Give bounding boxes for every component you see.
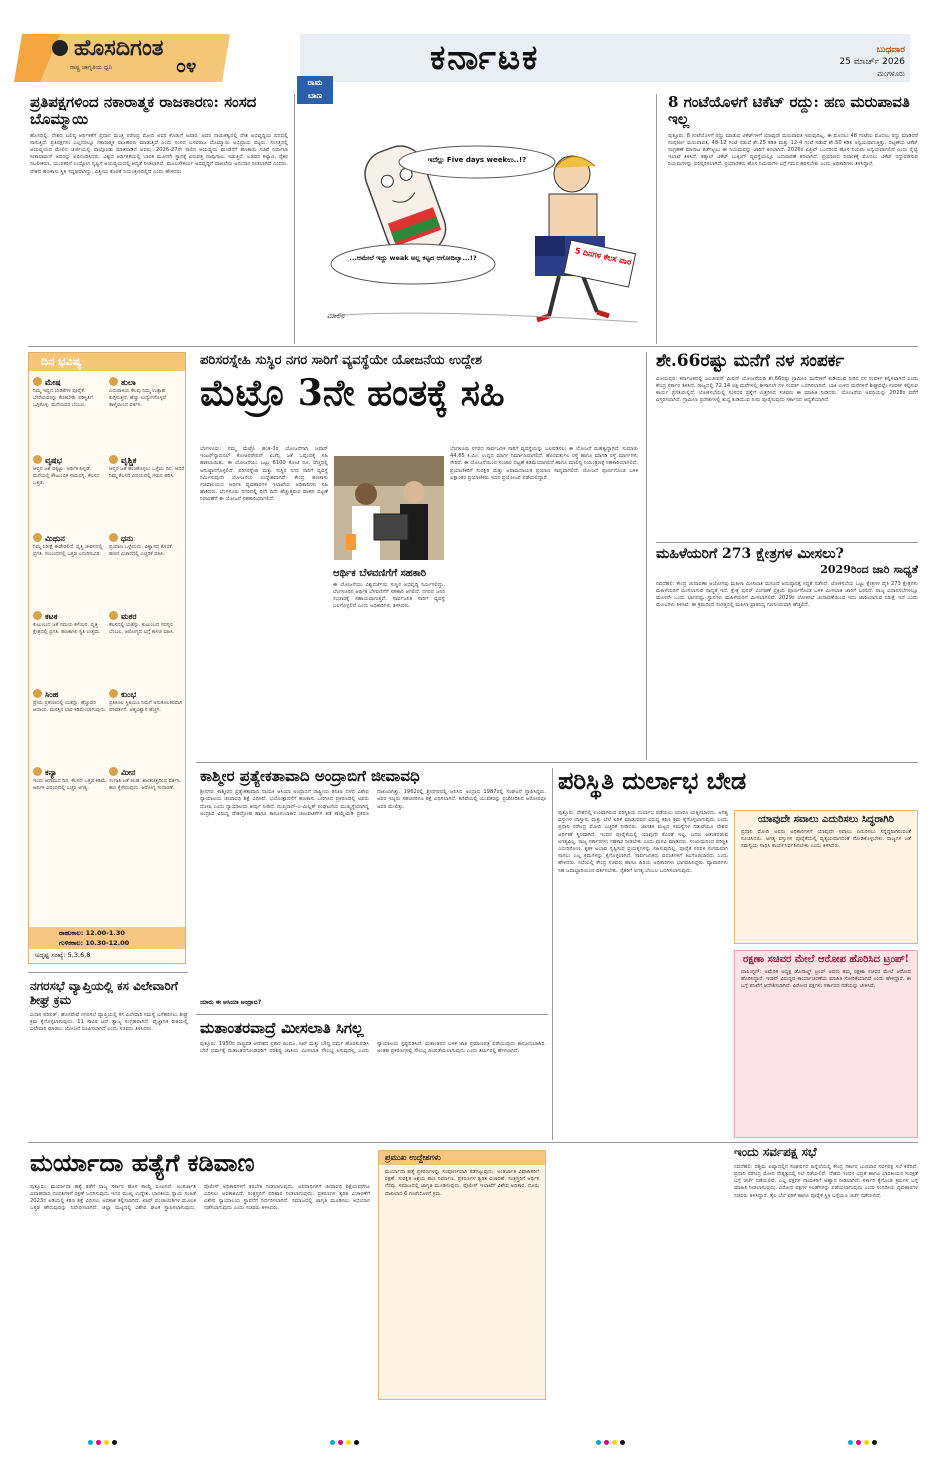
story-water	[656, 352, 918, 546]
magenta-dot	[856, 1440, 861, 1445]
story-bommai	[30, 94, 288, 339]
running-man-figure	[535, 156, 636, 320]
horoscope-sign	[109, 611, 185, 686]
metro-photo	[334, 456, 444, 560]
sagittarius-icon	[109, 533, 118, 542]
metro-caption-body: ಈ ಯೋಜನೆಯು ವಿಶ್ವದರ್ಜೆಯ ಸುಸ್ಥಿರ ಅಭಿವೃದ್ಧಿ ನಿರ್ಮಿಸಲಿದ್ದು, ಬೆಂಗಳೂರಿನ ಆರ್ಥಿಕ ಬೆಳವಣಿಗೆಗೆ ಸಹಕಾರಿ ಆಗಲಿದೆ. ನಗರದ ಜನರ ಸಂಚಾರಕ್ಕೆ ಸಹಾಯವಾಗುತ್ತದೆ. ಸಾರ್ವಜನಿಕ ಸಾರಿಗೆ ವ್ಯವಸ್ಥೆ ಬಲಗೊಳ್ಳಲಿದೆ ಎಂದು ಅಧಿಕಾರಿಗಳು ತಿಳಿಸಿದರು.	[333, 581, 445, 610]
sign-name: ಮಕರ	[121, 612, 137, 621]
story-honour-headline: ಮರ್ಯಾದಾ ಹತ್ಯೆಗೆ ಕಡಿವಾಣ	[30, 1149, 255, 1177]
newspaper-logo	[38, 34, 220, 84]
yellow-dot	[346, 1440, 351, 1445]
story-honour	[30, 1150, 370, 1434]
horoscope-sign	[33, 377, 109, 452]
logo-tagline: ರಾಷ್ಟ್ರ ಜಾಗೃತಿಯ ಧ್ವನಿ	[70, 64, 113, 71]
horoscope-sign	[109, 377, 185, 452]
editorial-cartoon	[297, 76, 650, 338]
story-ticket-headline: 8 ಗಂಟೆಯೊಳಗೆ ಟಿಕೆಟ್ ರದ್ದು: ಹಣ ಮರುಪಾವತಿ ಇಲ್ಲ	[668, 93, 910, 129]
story-kashmir-body: ಶ್ರೀನಗರ: ಕಾಶ್ಮೀರದ ಪ್ರತ್ಯೇಕತಾವಾದಿ ನಾಯಕಿ ಆಸಿಯಾ ಅಂದ್ರಾಬಿಗೆ ರಾಷ್ಟ್ರೀಯ ತನಿಖಾ ದಳದ ವಿಶೇಷ ನ್ಯಾಯಾಲಯ ಜೀವಾವಧಿ ಶಿಕ್ಷೆ ವಿಧಿಸಿದೆ. ಭಯೋತ್ಪಾದನೆಗೆ ಹಣಕಾಸು ಒದಗಿಸಿದ ಪ್ರಕರಣದಲ್ಲಿ ಅವರು ದೋಷಿ ಎಂದು ನ್ಯಾಯಾಲಯ ತೀರ್ಪು ನೀಡಿದೆ. ದುಖ್ತರಾನ್-ಎ-ಮಿಲ್ಲತ್ ಸಂಘಟನೆಯ ಮುಖ್ಯಸ್ಥೆಯಾಗಿದ್ದ ಅಂದ್ರಾಬಿ ವಿರುದ್ಧ ದೇಶದ್ರೋಹ ಹಾಗೂ ಕಾನೂನುಬಾಹಿರ ಚಟುವಟಿಕೆಗಳ ತಡೆ ಕಾಯ್ದೆಯಡಿ ಪ್ರಕರಣ ದಾಖಲಾಗಿತ್ತು. 1962ರಲ್ಲಿ ಶ್ರೀನಗರದಲ್ಲಿ ಜನಿಸಿದ ಅಂದ್ರಾಬಿ 1987ರಲ್ಲಿ ಸಂಘಟನೆ ಸ್ಥಾಪಿಸಿದ್ದರು. ಅವರ ಇಬ್ಬರು ಸಹಚರರಿಗೂ ಶಿಕ್ಷೆ ವಿಧಿಸಲಾಗಿದೆ. ಕಣಿವೆಯಲ್ಲಿ ಯುವಕರನ್ನು ಪ್ರಚೋದಿಸಿದ ಆರೋಪವೂ ಅವರ ಮೇಲಿತ್ತು.	[200, 789, 546, 817]
story-ticket	[668, 94, 918, 339]
metro-caption-title: ಆರ್ಥಿಕ ಬೆಳವಣಿಗೆಗೆ ಸಹಕಾರಿ	[333, 568, 427, 579]
box-trump	[734, 950, 918, 1138]
story-women	[656, 546, 918, 751]
virgo-icon	[33, 767, 42, 776]
box-trump-body: ವಾಷಿಂಗ್ಟನ್: ಅಮೆರಿಕ ಅಧ್ಯಕ್ಷ ಡೊನಾಲ್ಡ್ ಟ್ರಂಪ್ ಅವರು ತಮ್ಮ ರಕ್ಷಣಾ ಸಚಿವರ ಮೇಲೆ ಆರೋಪ ಹೊರಿಸಿದ್ದಾರೆ. ಇರಾನ್ ವಿರುದ್ಧದ ಕಾರ್ಯಾಚರಣೆಯ ಮಾಹಿತಿ ಸೋರಿಕೆಯಾಗಿದೆ ಎಂದು ಹೇಳಿದ್ದಾರೆ. ಈ ಬಗ್ಗೆ ತನಿಖೆಗೆ ಆದೇಶಿಸಲಾಗಿದೆ. ವಿರೋಧ ಪಕ್ಷಗಳು ಸರ್ಕಾರದ ನಡೆಯನ್ನು ಟೀಕಿಸಿವೆ.	[741, 968, 911, 989]
section-title: ಕರ್ನಾಟಕ	[430, 38, 540, 78]
story-reservation	[200, 1020, 546, 1137]
section-rule	[196, 1014, 548, 1015]
sun-icon	[52, 40, 68, 56]
sign-name: ತುಲಾ	[121, 378, 136, 387]
capricorn-icon	[109, 611, 118, 620]
logo-suffix: ೦೪	[176, 56, 197, 77]
horoscope-sign	[109, 767, 185, 842]
section-rule	[28, 346, 918, 347]
cartoon-tag-bottom: ಬಾಣ	[308, 91, 322, 100]
story-situation-body: ಪುತ್ತೂರು: ದೇಶದಲ್ಲಿ ಉಂಟಾಗಿರುವ ಪರಿಸ್ಥಿತಿಯ ದುರ್ಲಾಭ ಪಡೆಯಲು ಯಾರೂ ಯತ್ನಿಸಬಾರದು. ಅಗತ್ಯ ವಸ್ತುಗಳ ದಾಸ್ತಾನು ಮತ್ತು ಬೆಲೆ ಏರಿಕೆ ಮಾಡುವವರ ವಿರುದ್ಧ ಕಠಿಣ ಕ್ರಮ ಕೈಗೊಳ್ಳಲಾಗುವುದು ಎಂದು ಪ್ರಧಾನಿ ನರೇಂದ್ರ ಮೋದಿ ಎಚ್ಚರಿಕೆ ನೀಡಿದರು. ಜಾಗತಿಕ ಮಟ್ಟದ ಸಮಸ್ಯೆಗಳ ನಡುವೆಯೂ ದೇಶದ ಆರ್ಥಿಕತೆ ಸ್ಥಿರವಾಗಿದೆ. ಇಂಧನ ಪೂರೈಕೆಯಲ್ಲಿ ಯಾವುದೇ ಕೊರತೆ ಇಲ್ಲ. ಜನರು ಆತಂಕಪಡುವ ಅಗತ್ಯವಿಲ್ಲ. ರಾಜ್ಯ ಸರ್ಕಾರಗಳು ಸಹಕಾರ ನೀಡಬೇಕು ಎಂದು ಮನವಿ ಮಾಡಿದರು. ಸಂಯಮದಿಂದ ಪರಿಸ್ಥಿತಿ ಎದುರಿಸೋಣ. ಕೃತಕ ಅಭಾವ ಸೃಷ್ಟಿಸುವ ಪ್ರಯತ್ನಗಳನ್ನು ಸಹಿಸುವುದಿಲ್ಲ. ಪೂರೈಕೆ ಸರಪಳಿ ಸುಗಮವಾಗಿ ಸಾಗಲು ಎಲ್ಲ ಕ್ರಮಗಳನ್ನು ಕೈಗೊಳ್ಳಲಾಗಿದೆ. ಸಾರ್ವಜನಿಕರು ವದಂತಿಗಳಿಗೆ ಕಿವಿಗೊಡಬಾರದು ಎಂದು ಹೇಳಿದರು. ಸಭೆಯಲ್ಲಿ ಕೇಂದ್ರ ಸಚಿವರು ಹಾಗೂ ಹಿರಿಯ ಅಧಿಕಾರಿಗಳು ಭಾಗವಹಿಸಿದ್ದರು. ವ್ಯಾಪಾರಿಗಳು ಸಹ ಜವಾಬ್ದಾರಿಯಿಂದ ವರ್ತಿಸಬೇಕು. ರೈತರಿಗೆ ಅಗತ್ಯ ಬೆಂಬಲ ಒದಗಿಸಲಾಗುವುದು.	[558, 810, 728, 874]
story-metro-body-1: ಬೆಂಗಳೂರು: ನಮ್ಮ ಮೆಟ್ರೊ ಹಂತ-3ರ ಯೋಜನೆಗಾಗಿ ಜಪಾನ್ ಇಂಟರ್‌ನ್ಯಾಷನಲ್ ಕೋಆಪರೇಷನ್ ಏಜೆನ್ಸಿ ಜತೆ ಒಪ್ಪಂದಕ್ಕೆ ಸಹಿ ಹಾಕಲಾಯಿತು. ಈ ಯೋಜನೆಯು ಒಟ್ಟು 6100 ಕೋಟಿ ರೂ. ವೆಚ್ಚದಲ್ಲಿ ಅನುಷ್ಠಾನಗೊಳ್ಳಲಿದೆ. ಪರಿಸರಸ್ನೇಹಿ ಮತ್ತು ಸುಸ್ಥಿರ ನಗರ ಸಾರಿಗೆ ವ್ಯವಸ್ಥೆ ನಿರ್ಮಿಸುವುದೇ ಯೋಜನೆಯ ಉದ್ದೇಶವಾಗಿದೆ. ಕೇಂದ್ರ ಹಣಕಾಸು ಸಚಿವಾಲಯದ ಆರ್ಥಿಕ ವ್ಯವಹಾರಗಳ ಇಲಾಖೆಯ ಅಧಿಕಾರಿಗಳು ಸಹಿ ಹಾಕಿದರು. ಬೆಂಗಳೂರು ನಗರದಲ್ಲಿ ದಿನೇ ದಿನೇ ಹೆಚ್ಚುತ್ತಿರುವ ವಾಹನ ದಟ್ಟಣೆ ನಿವಾರಣೆಗೆ ಈ ಯೋಜನೆ ಸಹಕಾರಿಯಾಗಲಿದೆ.	[200, 446, 328, 503]
sign-text: ಇಂದು ಆರಾಮದ ದಿನ. ಕೆಲಸದ ಒತ್ತಡ ಕಡಿಮೆ. ಆರ್ಥಿಕ ವಿಷಯದಲ್ಲಿ ಎಚ್ಚರ ಅಗತ್ಯ.	[33, 778, 108, 791]
magenta-dot	[96, 1440, 101, 1445]
box-goals-title: ಪ್ರಮುಖ ಉದ್ದೇಶಗಳು	[379, 1151, 545, 1165]
sign-text: ಪ್ರತಿಕೂಲ ಸ್ಥಿತಿಯೂ ನಿಮಗೆ ಅನುಕೂಲಕರವಾಗಿ ಪರಿವರ್ತನೆ. ಆತ್ಮವಿಶ್ವಾಸ ಹೆಚ್ಚಳ.	[109, 700, 183, 713]
story-reservation-headline: ಮತಾಂತರವಾದ್ರೆ ಮೀಸಲಾತಿ ಸಿಗಲ್ಲ	[200, 1019, 364, 1037]
section-rule	[656, 542, 918, 543]
story-metro-headline: ಮೆಟ್ರೊ 3ನೇ ಹಂತಕ್ಕೆ ಸಹಿ	[200, 371, 505, 414]
sign-text: ಆಪ್ತರ ಜತೆ ಹಂಚಿಕೊಳ್ಳಲು ಒಳ್ಳೆಯ ದಿನ. ಆದರೆ ನಿಮ್ಮ ಕೆಲಸದ ವಿಷಯದಲ್ಲಿ ಗಮನ ಹರಿಸಿ.	[109, 466, 185, 479]
dateline	[839, 44, 905, 80]
story-water-body: ವಿಜಯಪುರ: ಕರ್ನಾಟಕದಲ್ಲಿ ಜಲಜೀವನ್ ಮಿಷನ್ ಯೋಜನೆಯಡಿ ಶೇ.66ರಷ್ಟು ಗ್ರಾಮೀಣ ಮನೆಗಳಿಗೆ ಕುಡಿಯುವ ನೀರಿನ ನಳ ಸಂಪರ್ಕ ಕಲ್ಪಿಸಲಾಗಿದೆ ಎಂದು ಕೇಂದ್ರ ಸರ್ಕಾರ ತಿಳಿಸಿದೆ. ರಾಜ್ಯದಲ್ಲಿ 72.14 ಲಕ್ಷ ಮನೆಗಳಲ್ಲಿ ಈಗಾಗಲೇ ನಳ ಸಂಪರ್ಕ ಒದಗಿಸಲಾಗಿದೆ. ಬಾಕಿ ಉಳಿದ ಮನೆಗಳಿಗೆ ಶೀಘ್ರದಲ್ಲೇ ಸಂಪರ್ಕ ಕಲ್ಪಿಸುವ ಕಾರ್ಯ ಪ್ರಗತಿಯಲ್ಲಿದೆ. ಲೋಕಸಭೆಯಲ್ಲಿ ಸಂಸದರ ಪ್ರಶ್ನೆಗೆ ಉತ್ತರಿಸಿದ ಸಚಿವರು ಈ ಮಾಹಿತಿ ನೀಡಿದರು. ಯೋಜನೆಯ ಅವಧಿಯನ್ನು 2028ರ ವರೆಗೆ ವಿಸ್ತರಿಸಲಾಗಿದೆ. ಗ್ರಾಮೀಣ ಪ್ರದೇಶಗಳಲ್ಲಿ ಶುದ್ಧ ಕುಡಿಯುವ ನೀರು ಪೂರೈಸುವುದು ಸರ್ಕಾರದ ಆದ್ಯತೆಯಾಗಿದೆ.	[656, 375, 918, 404]
aries-icon	[33, 377, 42, 386]
story-bommai-body: ಹೊಸದಿಲ್ಲಿ: ದೇಶದ ಬಲಿಷ್ಠ ಆರ್ಥಿಕತೆಗೆ ಪ್ರಧಾನ ಮಂತ್ರಿ ನರೇಂದ್ರ ಮೋದಿ ಅವರ ಕೊಡುಗೆ ಅಪಾರ. ಅವರ ನಾಯಕತ್ವದಲ್ಲಿ ದೇಶ ಅಭಿವೃದ್ಧಿಯ ಪಥದಲ್ಲಿ ಸಾಗುತ್ತಿದೆ. ಪ್ರತಿಪಕ್ಷಗಳು ಎಲ್ಲದರಲ್ಲೂ ನಕಾರಾತ್ಮಕ ರಾಜಕಾರಣ ಮಾಡುತ್ತಿವೆ ಎಂದು ಸಂಸದ ಬಸವರಾಜ ಬೊಮ್ಮಾಯಿ ಅಭಿಪ್ರಾಯ ಪಟ್ಟರು. ಸಂಸತ್ತಿನಲ್ಲಿ ಆಯವ್ಯಯದ ಮೇಲಿನ ಚರ್ಚೆಯಲ್ಲಿ ಪಾಲ್ಗೊಂಡು ಮಾತನಾಡಿದ ಅವರು, 2026-27ನೇ ಸಾಲಿನ ಆಯವ್ಯಯ ಮಂಡನೆಗೆ ಹಣಕಾಸು ಸಚಿವೆ ನಿರ್ಮಲಾ ಸೀತಾರಾಮನ್ ಅವರನ್ನು ಅಭಿನಂದಿಸಿದರು. ವಿಶ್ವದ ಆರ್ಥಿಕತೆಯಲ್ಲಿ ಭಾರತ ಮೂರನೇ ಸ್ಥಾನಕ್ಕೆ ಏರುವತ್ತ ದಾಪುಗಾಲು ಇಡುತ್ತಿದೆ. ಬಡವರ ಕಲ್ಯಾಣ, ರೈತರ ಸಬಲೀಕರಣ, ಯುವಕರಿಗೆ ಉದ್ಯೋಗ ಸೃಷ್ಟಿಗೆ ಆಯವ್ಯಯದಲ್ಲಿ ಆದ್ಯತೆ ನೀಡಲಾಗಿದೆ. ಮೂಲಸೌಕರ್ಯ ಅಭಿವೃದ್ಧಿಗೆ ದಾಖಲೆಯ ಅನುದಾನ ನೀಡಲಾಗಿದೆ ಎಂದರು. ದೇಶದ ಹಣಕಾಸು ಸ್ಥಿತಿ ಸದೃಢವಾಗಿದ್ದು, ವಿತ್ತೀಯ ಕೊರತೆ ನಿಯಂತ್ರಣದಲ್ಲಿದೆ ಎಂದು ಹೇಳಿದರು.	[30, 132, 288, 175]
sign-text: ಎದುರಾಳಿಯ ಕೆಲವು ನಿಮ್ಮ ಉತ್ಸಾಹ ಕುಗ್ಗಿಸುತ್ತದೆ. ಹೆಚ್ಚು ಉದ್ವೇಗಗೊಳ್ಳದೆ ತಾಳ್ಮೆಯಿಂದ ವರ್ತಿಸಿ.	[109, 388, 167, 408]
cartoon-sign: 5 ದಿನಗಳ ಕೆಲಸ ವಾರ	[574, 246, 633, 267]
sign-text: ಸಂಗಾತಿ ಜತೆ ಕಲಹ. ಶಾಂತಚಿತ್ತದಿಂದ ವರ್ತಿಸಿ. ಹಣ ಕೈಸೇರುವುದು. ಆರೋಗ್ಯ ಸುಧಾರಣೆ.	[109, 778, 182, 791]
sign-text: ಕುಟುಂಬದ ಜತೆ ಸಮಯ ಕಳೆಯಿರಿ. ವೃತ್ತಿ ಕ್ಷೇತ್ರದಲ್ಲಿ ಪ್ರಗತಿ. ಹಣಕಾಸಿನ ಸ್ಥಿತಿ ಉತ್ತಮ.	[33, 622, 101, 635]
story-bommai-headline: ಪ್ರತಿಪಕ್ಷಗಳಿಂದ ನಕಾರಾತ್ಮಕ ರಾಜಕಾರಣ: ಸಂಸದ ಬೊಮ್ಮಾಯಿ	[30, 93, 257, 129]
gulika-kala: ಗುಳಿಕಕಾಲ: 10.30-12.00	[59, 939, 130, 947]
horoscope-sign	[109, 455, 185, 530]
horoscope-sign	[33, 611, 109, 686]
yellow-dot	[104, 1440, 109, 1445]
story-metro-body-2: ಬೆಂಗಳೂರು ನಗರದ ಸಾರ್ವಜನಿಕ ಸಾರಿಗೆ ವ್ಯವಸ್ಥೆಯನ್ನು ಬಲಪಡಿಸಲು ಈ ಯೋಜನೆ ಮಹತ್ವದ್ದಾಗಿದೆ. ಸುಮಾರು 44.65 ಕಿ.ಮೀ. ಉದ್ದದ ಮಾರ್ಗ ನಿರ್ಮಾಣವಾಗಲಿದೆ. ಹೊರವರ್ತುಲ ರಸ್ತೆ ಹಾಗೂ ಮಾಗಡಿ ರಸ್ತೆ ಮಾರ್ಗಗಳು ಸೇರಿವೆ. ಈ ಯೋಜನೆಯಿಂದ ಸಂಚಾರ ದಟ್ಟಣೆ ಕಡಿಮೆಯಾಗಲಿದೆ ಹಾಗೂ ಮಾಲಿನ್ಯ ನಿಯಂತ್ರಣಕ್ಕೆ ಸಹಕಾರಿಯಾಗಲಿದೆ. ಪ್ರಯಾಣಿಕರಿಗೆ ಸುರಕ್ಷಿತ ಮತ್ತು ಆರಾಮದಾಯಕ ಪ್ರಯಾಣ ಸಾಧ್ಯವಾಗಲಿದೆ. ಯೋಜನೆ ಪೂರ್ಣಗೊಂಡ ಬಳಿಕ ಲಕ್ಷಾಂತರ ಪ್ರಯಾಣಿಕರು ಇದರ ಪ್ರಯೋಜನ ಪಡೆಯಲಿದ್ದಾರೆ.	[450, 446, 638, 481]
black-dot	[620, 1440, 625, 1445]
sign-name: ಕುಂಭ	[121, 690, 137, 699]
story-metro-kicker: ಪರಿಸರಸ್ನೇಹಿ ಸುಸ್ಥಿರ ನಗರ ಸಾರಿಗೆ ವ್ಯವಸ್ಥೆಯೇ ಯೋಜನೆಯ ಉದ್ದೇಶ	[200, 353, 483, 368]
metro-caption	[333, 566, 445, 752]
story-council-headline: ನಗರಸಭೆ ವ್ಯಾಪ್ತಿಯಲ್ಲಿ ಕಸ ವಿಲೇವಾರಿಗೆ ಶೀಘ್ರ ಕ್ರಮ	[30, 979, 178, 1007]
story-women-subhead: 2029ರಿಂದ ಜಾರಿ ಸಾಧ್ಯತೆ	[820, 563, 918, 577]
story-women-headline: ಮಹಿಳೆಯರಿಗೆ 273 ಕ್ಷೇತ್ರಗಳ ಮೀಸಲು?	[656, 546, 844, 562]
story-council	[30, 980, 188, 1110]
horoscope-sign	[33, 533, 109, 608]
section-rule	[28, 1142, 918, 1143]
sign-text: ಪ್ರೇಮ ಪ್ರಕರಣದಲ್ಲಿ ಯಶಸ್ಸು. ಹೆಚ್ಚುವರಿ ಆದಾಯ. ಮನಸ್ಸಿನ ಭಾರ ಕಡಿಮೆಯಾಗುವುದು.	[33, 700, 107, 713]
cancer-icon	[33, 611, 42, 620]
story-situation	[558, 768, 918, 796]
cyan-dot	[88, 1440, 93, 1445]
horoscope-panel	[28, 352, 186, 964]
scorpio-icon	[109, 455, 118, 464]
story-women-body: ನವದೆಹಲಿ: ಕೇಂದ್ರ ಚುನಾವಣಾ ಆಯೋಗವು ಮಹಿಳಾ ಮೀಸಲಾತಿ ಮಸೂದೆ ಅನುಷ್ಠಾನಕ್ಕೆ ಸಿದ್ಧತೆ ನಡೆಸಿದೆ. ಲೋಕಸಭೆಯ ಒಟ್ಟು ಕ್ಷೇತ್ರಗಳ ಪೈಕಿ 273 ಕ್ಷೇತ್ರಗಳು ಮಹಿಳೆಯರಿಗೆ ಮೀಸಲಾಗುವ ಸಾಧ್ಯತೆ ಇದೆ. ಕ್ಷೇತ್ರ ಪುನರ್ ವಿಂಗಡಣೆ ಪ್ರಕ್ರಿಯೆ ಪೂರ್ಣಗೊಂಡ ಬಳಿಕ ಮೀಸಲಾತಿ ಜಾರಿಗೆ ಬರಲಿದೆ. ರಾಜ್ಯ ವಿಧಾನಸಭೆಗಳಲ್ಲೂ ಮೂರನೇ ಒಂದು ಭಾಗದಷ್ಟು ಸ್ಥಾನಗಳು ಮಹಿಳೆಯರಿಗೆ ಮೀಸಲಾಗಲಿವೆ. 2029ರ ಲೋಕಸಭೆ ಚುನಾವಣೆಯಿಂದ ಇದು ಜಾರಿಯಾಗುವ ನಿರೀಕ್ಷೆ ಇದೆ ಎಂದು ಮೂಲಗಳು ತಿಳಿಸಿವೆ. ಈ ಕ್ರಮದಿಂದ ಸಂಸತ್ತಿನಲ್ಲಿ ಮಹಿಳಾ ಪ್ರಾತಿನಿಧ್ಯ ಗಣನೀಯವಾಗಿ ಹೆಚ್ಚಲಿದೆ.	[656, 580, 918, 609]
box-challenge-body: ಪ್ರಧಾನಿ ಮೋದಿ ಅವರು ಅಧಿಕಾರಿಗಳಿಗೆ ಯಾವುದೇ ಸವಾಲು ಎದುರಿಸಲು ಸನ್ನದ್ಧರಾಗಿರುವಂತೆ ಸೂಚಿಸಿದರು. ಅಗತ್ಯ ವಸ್ತುಗಳ ಪೂರೈಕೆಯಲ್ಲಿ ವ್ಯತ್ಯಯವಾಗದಂತೆ ನೋಡಿಕೊಳ್ಳಬೇಕು. ರಾಜ್ಯಗಳ ಜತೆ ಸಮನ್ವಯ ಸಾಧಿಸಿ ಕಾರ್ಯನಿರ್ವಹಿಸಬೇಕು ಎಂದು ತಿಳಿಸಿದರು.	[741, 828, 911, 849]
sign-name: ಮಿಥುನ	[45, 534, 65, 543]
sign-text: ಆಪ್ತರ ಜತೆ ಬಿಕ್ಕಟ್ಟು. ಆರ್ಥಿಕ ಹಿನ್ನಡೆ. ಮನೆಯಲ್ಲಿ ಕೌಟುಂಬಿಕ ಸಾಮರಸ್ಯ. ಕೆಲಸದ ಒತ್ತಡ.	[33, 466, 100, 486]
box-goals	[378, 1150, 546, 1400]
section-rule	[28, 972, 188, 973]
pisces-icon	[109, 767, 118, 776]
aquarius-icon	[109, 689, 118, 698]
cyan-dot	[330, 1440, 335, 1445]
horoscope-sign	[33, 767, 109, 842]
dateline-day: ಬುಧವಾರ	[876, 45, 905, 55]
cartoon-bubble-1: ಇದೆಲ್ಲು Five days weekಉ..!?	[427, 156, 527, 164]
section-rule	[196, 762, 918, 763]
libra-icon	[109, 377, 118, 386]
sign-text: ನಿಮ್ಮ ಇಷ್ಟದ ಬೇಡಿಕೆಗಳ ಪೂರೈಕೆ. ಬೇರೆಯವರನ್ನು ಕೆಣಕಬೇಡಿ. ಪರಿಸ್ಥಿತಿಗೆ ಒಗ್ಗಿಕೊಳ್ಳಿ. ಮನೆಯವರ ಬೆಂಬಲ.	[33, 388, 93, 408]
cyan-dot	[848, 1440, 853, 1445]
sign-name: ಮೇಷ	[45, 378, 61, 387]
story-honour-body: ಪುತ್ತೂರು: ಮರ್ಯಾದಾ ಹತ್ಯೆ ತಡೆಗೆ ರಾಜ್ಯ ಸರ್ಕಾರ ಹೊಸ ಕಾಯ್ದೆ ರೂಪಿಸಿದೆ. ಅಂತರ್ಜಾತಿ ವಿವಾಹವಾದ ದಂಪತಿಗಳಿಗೆ ರಕ್ಷಣೆ ಒದಗಿಸುವುದು ಇದರ ಮುಖ್ಯ ಉದ್ದೇಶ. ಭಾರತೀಯ ನ್ಯಾಯ ಸಂಹಿತೆ 2023ರ ಅಡಿಯಲ್ಲಿ ಕಠಿಣ ಶಿಕ್ಷೆ ವಿಧಿಸಲು ಅವಕಾಶ ಕಲ್ಪಿಸಲಾಗಿದೆ. ಖಾಪ್ ಪಂಚಾಯಿತಿಗಳ ಮೂಲಕ ಒತ್ತಡ ಹೇರುವುದನ್ನು ನಿಷೇಧಿಸಲಾಗಿದೆ. ಜಿಲ್ಲಾ ಮಟ್ಟದಲ್ಲಿ ವಿಶೇಷ ಘಟಕ ಸ್ಥಾಪಿಸಲಾಗುವುದು. ಪೊಲೀಸ್ ಅಧಿಕಾರಿಗಳಿಗೆ ತರಬೇತಿ ನೀಡಲಾಗುವುದು. ಅಪರಾಧಿಗಳಿಗೆ ಜೀವಾವಧಿ ಶಿಕ್ಷೆಯವರೆಗೂ ವಿಧಿಸಲು ಅವಕಾಶವಿದೆ. ಸಂತ್ರಸ್ತರಿಗೆ ಪರಿಹಾರ ನೀಡಲಾಗುವುದು. ಪ್ರಕರಣಗಳ ತ್ವರಿತ ವಿಚಾರಣೆಗೆ ವಿಶೇಷ ನ್ಯಾಯಾಲಯ ಸ್ಥಾಪನೆಗೆ ನಿರ್ಧರಿಸಲಾಗಿದೆ. ಸಮಾಜದಲ್ಲಿ ಜಾಗೃತಿ ಮೂಡಿಸಲು ಅಭಿಯಾನ ನಡೆಸಲಾಗುವುದು ಎಂದು ಸಚಿವರು ತಿಳಿಸಿದರು.	[30, 1183, 370, 1212]
horoscope-sign	[33, 455, 109, 530]
sign-name: ವೃಶ್ಚಿಕ	[121, 456, 137, 465]
leo-icon	[33, 689, 42, 698]
story-meeting	[734, 1146, 918, 1416]
story-situation-headline: ಪರಿಸ್ಥಿತಿ ದುರ್ಲಾಭ ಬೇಡ	[558, 767, 747, 795]
black-dot	[354, 1440, 359, 1445]
story-ticket-body: ಪುತ್ತೂರು: 8 ಗಂಟೆಯೊಳಗೆ ರದ್ದು ಮಾಡುವ ಟಿಕೆಟ್‌ಗಳಿಗೆ ಯಾವುದೇ ಮರುಪಾವತಿ ಇರುವುದಿಲ್ಲ. ಈ ಮೊದಲು 48 ಗಂಟೆಯ ಮೊದಲು ರದ್ದು ಮಾಡಿದರೆ ಸಂಪೂರ್ಣ ಮರುಪಾವತಿ, 48-12 ಗಂಟೆ ನಡುವೆ ಶೇ.25 ಕಡಿತ ಮತ್ತು 12-4 ಗಂಟೆ ನಡುವೆ ಶೇ.50 ಕಡಿತ ಅನ್ವಯವಾಗುತ್ತಿತ್ತು. ದಟ್ಟಣೆಯ ಟಿಕೆಟ್ ಸಂಗ್ರಹಣೆ ಮಾರಾಟ ತಡೆಗಟ್ಟಲು ಈ ನಿಯಮವನ್ನು ಜಾರಿಗೆ ತರಲಾಗಿದೆ. 2026ರ ಏಪ್ರಿಲ್ ಒಂದರಿಂದ ಹೊಸ ನಿಯಮ ಅನ್ವಯವಾಗಲಿದೆ ಎಂದು ರೈಲ್ವೆ ಇಲಾಖೆ ತಿಳಿಸಿದೆ. ತತ್ಕಾಲ್ ಟಿಕೆಟ್ ಬುಕ್ಕಿಂಗ್ ವ್ಯವಸ್ಥೆಯಲ್ಲೂ ಬದಲಾವಣೆ ತರಲಾಗಿದೆ. ಪ್ರಯಾಣದ ದಿನಾಂಕಕ್ಕೆ ಮೊದಲು ಟಿಕೆಟ್ ರದ್ದುಪಡಿಸುವ ನಿಯಮಗಳನ್ನು ಪರಿಷ್ಕರಿಸಲಾಗಿದೆ. ಪ್ರಯಾಣಿಕರು ಹೊಸ ನಿಯಮಗಳ ಬಗ್ಗೆ ಗಮನ ಹರಿಸಬೇಕು ಎಂದು ಅಧಿಕಾರಿಗಳು ತಿಳಿಸಿದ್ದಾರೆ.	[668, 132, 918, 168]
sign-text: ಕೆಲಸದಲ್ಲಿ ಯಶಸ್ಸು. ಕುಟುಂಬದ ಸದಸ್ಯರ ಬೆಂಬಲ. ಆರೋಗ್ಯದ ಬಗ್ಗೆ ಕಾಳಜಿ ವಹಿಸಿ.	[109, 622, 175, 635]
box-goals-body: ಮರ್ಯಾದಾ ಹತ್ಯೆ ಪ್ರಕರಣಗಳನ್ನು ಸಂಪೂರ್ಣವಾಗಿ ತಡೆಗಟ್ಟುವುದು. ಅಂತರ್ಜಾತಿ ವಿವಾಹಿತರಿಗೆ ರಕ್ಷಣೆ. ಸುರಕ್ಷಿತ ಆಶ್ರಯ ತಾಣ ನಿರ್ಮಾಣ. ಪ್ರಕರಣಗಳ ತ್ವರಿತ ವಿಚಾರಣೆ. ಸಂತ್ರಸ್ತರಿಗೆ ಆರ್ಥಿಕ ನೆರವು. ಸಮಾಜದಲ್ಲಿ ಜಾಗೃತಿ ಮೂಡಿಸುವುದು. ಪೊಲೀಸ್ ಇಲಾಖೆಗೆ ವಿಶೇಷ ಅಧಿಕಾರ. ದೂರು ದಾಖಲಾದ 6 ಗಂಟೆಯೊಳಗೆ ಕ್ರಮ.	[385, 1169, 539, 1197]
story-reservation-body: ಪುತ್ತೂರು: 1950ರ ರಾಷ್ಟ್ರಪತಿ ಆದೇಶದ ಪ್ರಕಾರ ಹಿಂದೂ, ಸಿಖ್ ಮತ್ತು ಬೌದ್ಧ ಧರ್ಮ ಹೊರತುಪಡಿಸಿ ಬೇರೆ ಧರ್ಮಕ್ಕೆ ಮತಾಂತರಗೊಂಡವರಿಗೆ ಪರಿಶಿಷ್ಟ ಜಾತಿಯ ಮೀಸಲಾತಿ ಸೌಲಭ್ಯ ಸಿಗುವುದಿಲ್ಲ ಎಂದು ನ್ಯಾಯಾಲಯ ಸ್ಪಷ್ಟಪಡಿಸಿದೆ. ಮತಾಂತರದ ಬಳಿಕ ಜಾತಿ ಪ್ರಮಾಣಪತ್ರ ಪಡೆಯುವುದು ಕಾನೂನುಬಾಹಿರ. ಅಂತಹ ಪ್ರಕರಣಗಳಲ್ಲಿ ಸೌಲಭ್ಯ ಹಿಂಪಡೆಯಲಾಗುವುದು ಎಂದು ತೀರ್ಪಿನಲ್ಲಿ ಹೇಳಲಾಗಿದೆ.	[200, 1041, 546, 1055]
rahu-kala: ರಾಹುಕಾಲ: 12.00-1.30	[59, 929, 125, 937]
dateline-edition: ಮಂಗಳೂರು	[877, 70, 905, 78]
magenta-dot	[338, 1440, 343, 1445]
yellow-dot	[612, 1440, 617, 1445]
box-trump-title: ರಕ್ಷಣಾ ಸಚಿವರ ಮೇಲೆ ಆರೋಪ ಹೊರಿಸಿದ ಟ್ರಂಪ್!	[742, 954, 910, 965]
lucky-numbers: ಅದೃಷ್ಟ ಸಂಖ್ಯೆ: 5,3,6,8	[35, 951, 91, 959]
story-water-headline: ಶೇ.66ರಷ್ಟು ಮನೆಗೆ ನಳ ಸಂಪರ್ಕ	[656, 351, 845, 371]
cartoon-bubble-2: ...ಆಮೇಲೆ ಇದ್ದು weak ಅಲ್ಲ ಕಟ್ಟದ ಆಗೋದಿಲ್ವಾ...!?	[349, 254, 477, 262]
sign-name: ವೃಷಭ	[45, 456, 62, 465]
taurus-icon	[33, 455, 42, 464]
cyan-dot	[596, 1440, 601, 1445]
yellow-dot	[864, 1440, 869, 1445]
column-rule	[552, 768, 553, 1140]
cartoon-tag-top: ರಾಮ	[307, 78, 323, 87]
horoscope-title: ದಿನ ಭವಿಷ್ಯ	[29, 353, 185, 371]
box-challenge	[734, 810, 918, 944]
story-metro	[200, 354, 640, 414]
box-challenge-title: ಯಾವುದೇ ಸವಾಲು ಎದುರಿಸಲು ಸಿದ್ಧರಾಗಿರಿ	[758, 814, 894, 825]
horoscope-timings	[29, 927, 185, 949]
story-meeting-headline: ಇಂದು ಸರ್ವಪಕ್ಷ ಸಭೆ	[734, 1145, 817, 1159]
black-dot	[112, 1440, 117, 1445]
sign-name: ಮೀನ	[121, 768, 136, 777]
gemini-icon	[33, 533, 42, 542]
horoscope-sign	[109, 689, 185, 764]
story-meeting-body: ನವದೆಹಲಿ: ಪಶ್ಚಿಮ ಏಷ್ಯಾದಲ್ಲಿನ ಸಂಘರ್ಷದ ಹಿನ್ನೆಲೆಯಲ್ಲಿ ಕೇಂದ್ರ ಸರ್ಕಾರ ಬುಧವಾರ ಸರ್ವಪಕ್ಷ ಸಭೆ ಕರೆದಿದೆ. ಪ್ರಧಾನಿ ನರೇಂದ್ರ ಮೋದಿ ನೇತೃತ್ವದಲ್ಲಿ ಸಭೆ ನಡೆಯಲಿದೆ. ದೇಶದ ಇಂಧನ ಭದ್ರತೆ ಹಾಗೂ ಭಾರತೀಯರ ಸುರಕ್ಷತೆ ಬಗ್ಗೆ ಚರ್ಚೆ ನಡೆಯಲಿದೆ. ಎಲ್ಲ ಪಕ್ಷಗಳ ನಾಯಕರಿಗೆ ಆಹ್ವಾನ ನೀಡಲಾಗಿದೆ. ಸರ್ಕಾರ ಕೈಗೊಂಡ ಕ್ರಮಗಳ ಬಗ್ಗೆ ಮಾಹಿತಿ ನೀಡಲಾಗುವುದು. ವಿರೋಧ ಪಕ್ಷಗಳ ಸಲಹೆಗಳನ್ನು ಪಡೆಯಲಾಗುವುದು ಎಂದು ಸಂಸದೀಯ ವ್ಯವಹಾರಗಳ ಸಚಿವರು ತಿಳಿಸಿದ್ದಾರೆ. ತೈಲ ಬೆಲೆ ಏರಿಕೆ ಹಾಗೂ ಪೂರೈಕೆ ಸ್ಥಿತಿ ಬಗ್ಗೆಯೂ ಚರ್ಚೆ ನಡೆಯಲಿದೆ.	[734, 1163, 918, 1199]
story-kashmir-headline: ಕಾಶ್ಮೀರ ಪ್ರತ್ಯೇಕತಾವಾದಿ ಅಂದ್ರಾಬಿಗೆ ಜೀವಾವಧಿ	[200, 767, 420, 785]
story-council-body: ವಿಧಾನ ಪರಿಷತ್: ಹೊಸಪೇಟೆ ನಗರಸಭೆ ವ್ಯಾಪ್ತಿಯಲ್ಲಿ ಕಸ ವಿಲೇವಾರಿ ಸಮಸ್ಯೆ ಬಗೆಹರಿಸಲು ಶೀಘ್ರ ಕ್ರಮ ಕೈಗೊಳ್ಳಲಾಗುವುದು. 11 ಸಾವಿರ ಟನ್ ತ್ಯಾಜ್ಯ ಸಂಗ್ರಹವಾಗಿದೆ. ವೈಜ್ಞಾನಿಕ ರೀತಿಯಲ್ಲಿ ವಿಲೇವಾರಿ ಮಾಡಲು ಯೋಜನೆ ರೂಪಿಸಲಾಗಿದೆ ಎಂದು ಸಚಿವರು ತಿಳಿಸಿದರು.	[30, 1011, 188, 1032]
story-kashmir	[200, 768, 546, 1007]
sign-text: ಪ್ರಯಾಣ ಒಳ್ಳೆಯದು. ವಿಶ್ವಾಸದ ಕೊರತೆ. ಹಣದ ವಿಚಾರದಲ್ಲಿ ಎಚ್ಚರಿಕೆ ವಹಿಸಿ.	[109, 544, 174, 557]
sign-name: ಕಟಕ	[45, 612, 58, 621]
column-rule	[646, 352, 647, 760]
cartoon-illustration	[297, 76, 650, 338]
horoscope-sign	[109, 533, 185, 608]
story-kashmir-qa: ಯಾರು ಈ ಆಸಿಯಾ ಅಂದ್ರಾಬಿ?	[200, 999, 262, 1007]
black-dot	[872, 1440, 877, 1445]
horoscope-sign	[33, 689, 109, 764]
magenta-dot	[604, 1440, 609, 1445]
logo-text: ಹೊಸದಿಗಂತ	[74, 36, 164, 61]
cartoon-signature: ಮಾಲಿನ	[327, 312, 345, 320]
column-rule	[294, 94, 295, 344]
sign-text: ನಿಮ್ಮ ನಿರೀಕ್ಷೆ ಈಡೇರಲಿದೆ. ವೃತ್ತಿ ಜೀವನದಲ್ಲಿ ಪ್ರಗತಿ. ಸಂಬಂಧದಲ್ಲಿ ಒತ್ತಡ ಎದುರಿಸುವಿರಿ.	[33, 544, 103, 557]
sign-name: ಸಿಂಹ	[45, 690, 59, 699]
dateline-date: 25 ಮಾರ್ಚ್ 2026	[839, 57, 905, 67]
sign-name: ಧನು	[121, 534, 134, 543]
column-rule	[656, 94, 657, 344]
sign-name: ಕನ್ಯಾ	[45, 768, 57, 777]
